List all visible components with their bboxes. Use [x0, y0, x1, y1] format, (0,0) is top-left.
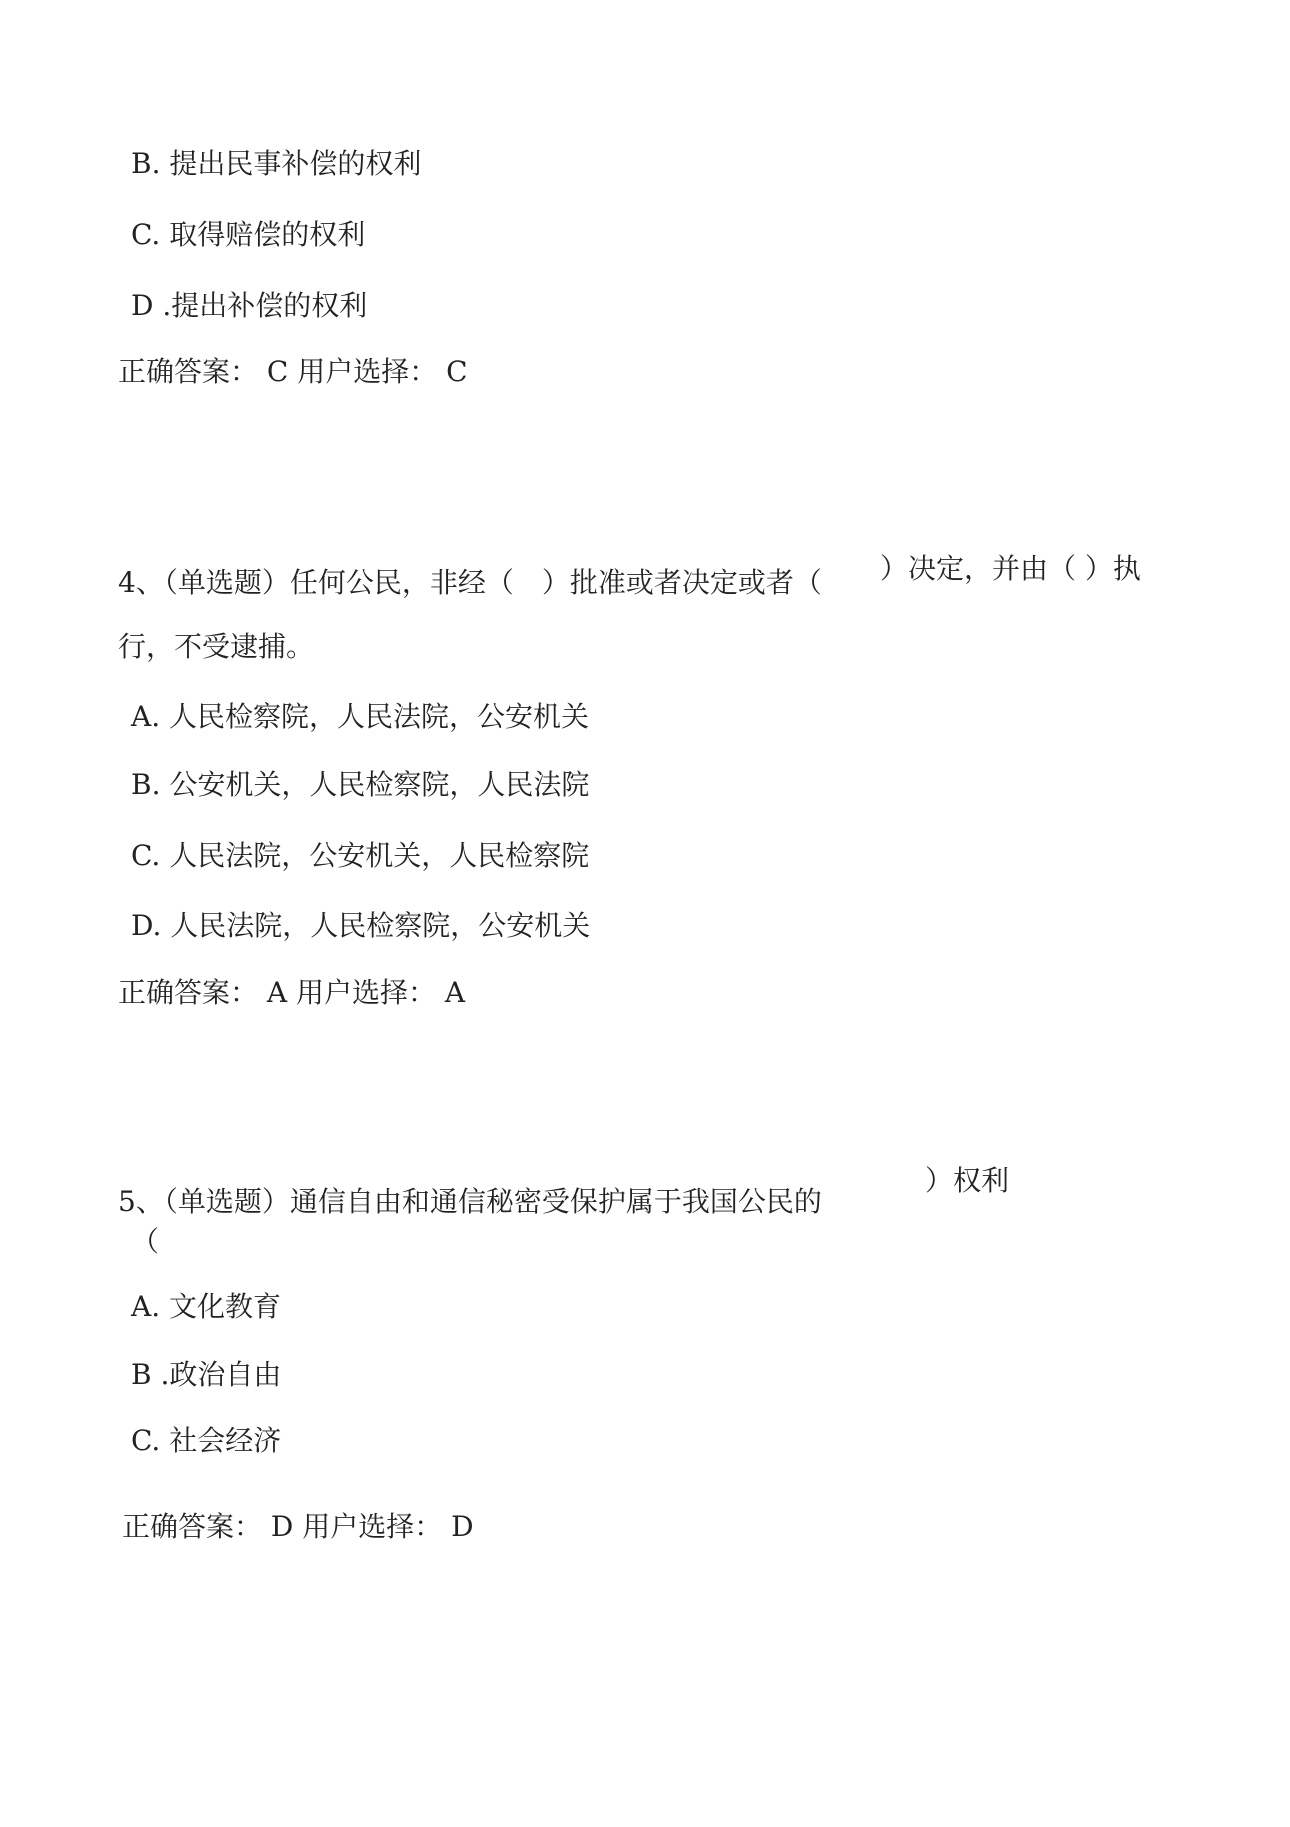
- q5-stem-part1: 5、（单选题）通信自由和通信秘密受保护属于我国公民的: [118, 1185, 822, 1218]
- q3-option-b: B. 提出民事补偿的权利: [131, 147, 422, 180]
- q5-option-b: B .政治自由: [131, 1358, 282, 1391]
- q5-option-c: C. 社会经济: [131, 1424, 282, 1457]
- q4-stem-part2: ）决定，并由（ ）执: [880, 552, 1141, 585]
- q4-option-d: D. 人民法院，人民检察院，公安机关: [131, 909, 591, 942]
- q5-stem-part2: ）权利: [925, 1164, 1010, 1197]
- q4-option-a: A. 人民检察院，人民法院，公安机关: [131, 700, 590, 733]
- q4-stem-line2: 行，不受逮捕。: [118, 630, 315, 663]
- q4-stem-part1: 4、（单选题）任何公民，非经（ ）批准或者决定或者（: [118, 566, 822, 599]
- q5-stem-paren: （: [131, 1225, 160, 1258]
- q5-answer-line: 正确答案： D 用户选择： D: [122, 1510, 474, 1543]
- q3-answer-line: 正确答案： C 用户选择： C: [118, 355, 468, 388]
- q3-option-d: D .提出补偿的权利: [131, 289, 368, 322]
- q4-answer-line: 正确答案： A 用户选择： A: [118, 976, 466, 1009]
- q4-option-b: B. 公安机关，人民检察院，人民法院: [131, 768, 590, 801]
- q3-option-c: C. 取得赔偿的权利: [131, 218, 366, 251]
- q4-option-c: C. 人民法院，公安机关，人民检察院: [131, 839, 590, 872]
- q5-option-a: A. 文化教育: [131, 1290, 282, 1323]
